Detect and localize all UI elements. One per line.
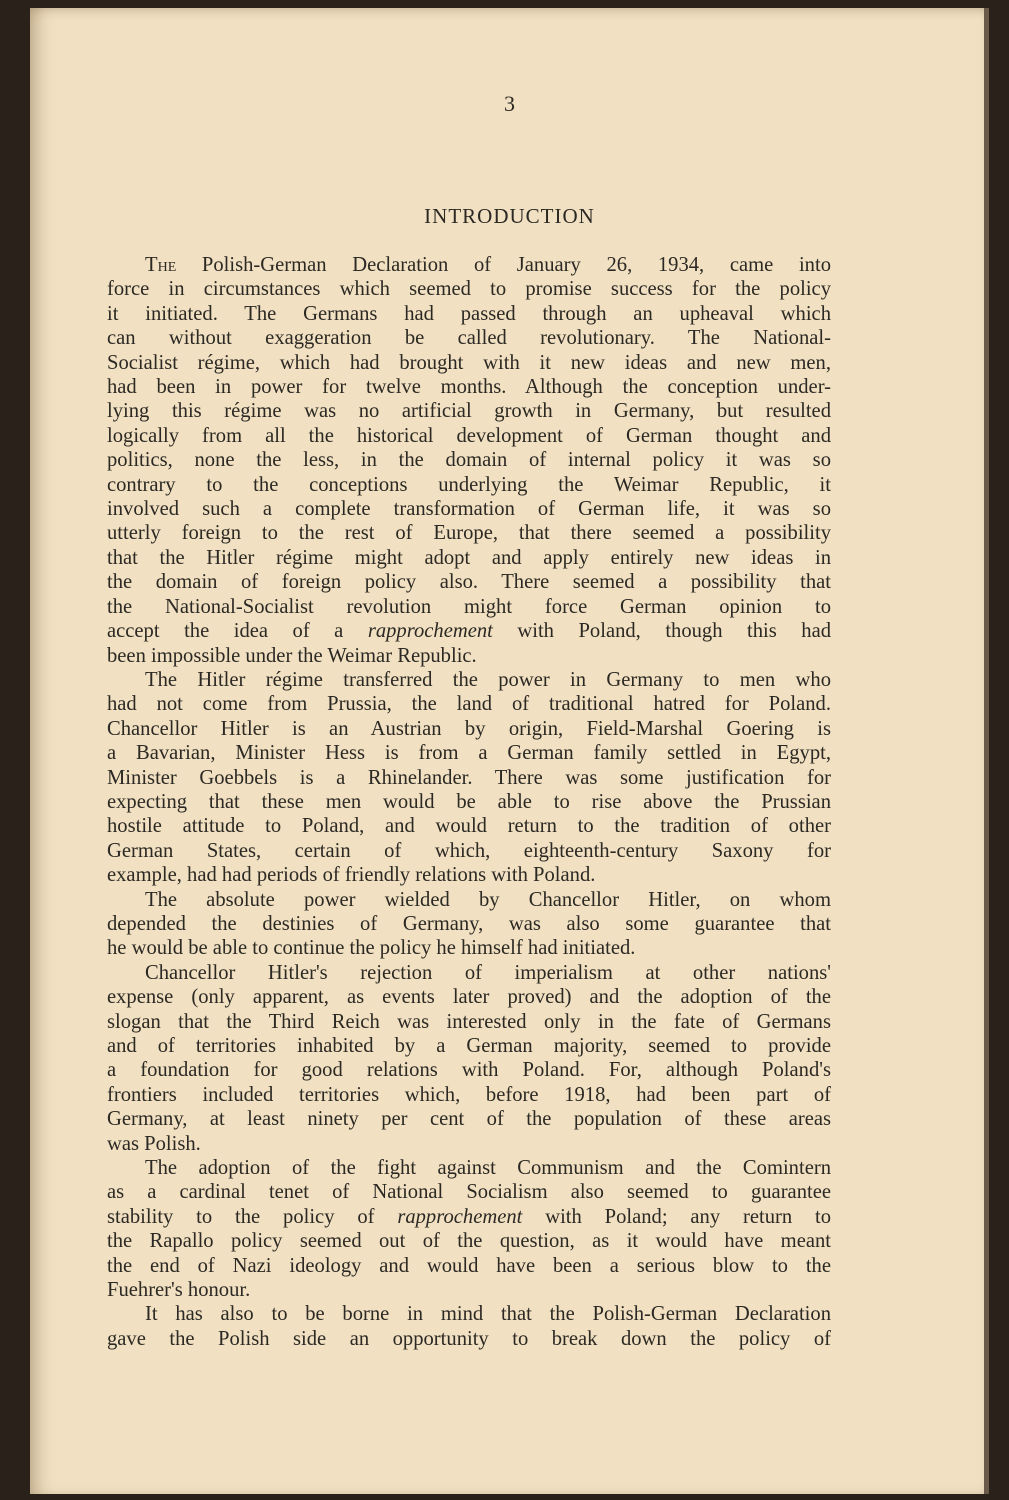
text-line: depended the destinies of Germany, was also some guarantee that — [107, 912, 831, 935]
text-line: had been in power for twelve months. Although the conception under- — [107, 376, 831, 399]
text-line: accept the idea of a rapprochement with Poland, though this had — [107, 620, 832, 643]
text-line: Minister Goebbels is a Rhinelander. There was some justification for — [107, 766, 831, 789]
book-page — [30, 8, 989, 1494]
text-line: Chancellor Hitler is an Austrian by origin, Field-Marshal Goering is — [107, 717, 831, 740]
text-line: Chancellor Hitler's rejection of imperialism at other nations' — [145, 961, 831, 984]
text-line: Socialist régime, which had brought with it new ideas and new men, — [107, 351, 831, 374]
text-line: gave the Polish side an opportunity to break down the policy of — [107, 1327, 831, 1350]
page-number: 3 — [504, 91, 515, 116]
text-line: it initiated. The Germans had passed through an upheaval which — [107, 302, 831, 325]
text-line: German States, certain of which, eighteenth-century Saxony for — [107, 839, 831, 862]
text-line: the Rapallo policy seemed out of the question, as it would have meant — [107, 1230, 831, 1253]
italic-term: rapprochement — [367, 620, 493, 643]
text-line: The Hitler régime transferred the power in Germany to men who — [145, 668, 831, 691]
text-line: as a cardinal tenet of National Socialism also seemed to guarantee — [107, 1181, 831, 1204]
text-line: example, had had periods of friendly relations with Poland. — [107, 864, 596, 887]
text-line: expense (only apparent, as events later proved) and the adoption of the — [107, 986, 831, 1009]
italic-term: rapprochement — [397, 1205, 523, 1228]
text-line: a Bavarian, Minister Hess is from a German family settled in Egypt, — [107, 742, 831, 765]
text-line: been impossible under the Weimar Republic. — [107, 644, 477, 667]
text-line: The Polish-German Declaration of January 26, 1934, came into — [145, 254, 831, 276]
text-line: and of territories inhabited by a German majority, seemed to provide — [107, 1035, 831, 1057]
text-line: frontiers included territories which, before 1918, had been part of — [107, 1083, 831, 1106]
text-line: he would be able to continue the policy he himself had initiated. — [107, 937, 636, 960]
body-text — [107, 253, 831, 1351]
text-line: Fuehrer's honour. — [107, 1279, 251, 1302]
text-line: politics, none the less, in the domain of internal policy it was so — [107, 449, 831, 472]
text-line: a foundation for good relations with Poland. For, although Poland's — [107, 1059, 831, 1082]
section-heading: INTRODUCTION — [424, 204, 595, 228]
text-line: The adoption of the fight against Communism and the Comintern — [145, 1157, 831, 1180]
text-line: stability to the policy of rapprochement with Poland; any return to — [107, 1205, 831, 1228]
page-right-edge — [984, 8, 989, 1494]
text-line: contrary to the conceptions underlying the Weimar Republic, it — [107, 473, 831, 496]
text-line: Germany, at least ninety per cent of the population of these areas — [107, 1108, 831, 1131]
text-line: had not come from Prussia, the land of traditional hatred for Poland. — [107, 693, 831, 716]
text-line: force in circumstances which seemed to promise success for the policy — [107, 278, 831, 301]
text-line: was Polish. — [107, 1132, 201, 1155]
text-line: logically from all the historical development of German thought and — [107, 424, 831, 447]
text-line: It has also to be borne in mind that the Polish-German Declaration — [145, 1303, 831, 1326]
text-line: utterly foreign to the rest of Europe, that there seemed a possibility — [107, 522, 831, 545]
text-line: hostile attitude to Poland, and would return to the tradition of other — [107, 815, 831, 838]
text-line: involved such a complete transformation of German life, it was so — [107, 498, 831, 521]
text-line: the domain of foreign policy also. There seemed a possibility that — [107, 571, 831, 594]
text-line: expecting that these men would be able to rise above the Prussian — [107, 790, 831, 813]
text-line: The absolute power wielded by Chancellor Hitler, on whom — [145, 888, 831, 911]
text-line: the National-Socialist revolution might force German opinion to — [107, 595, 831, 618]
text-line: can without exaggeration be called revolutionary. The National- — [107, 327, 831, 350]
text-line: lying this régime was no artificial growth in Germany, but resulted — [107, 400, 831, 423]
text-line: the end of Nazi ideology and would have been a serious blow to the — [107, 1254, 831, 1277]
text-line: that the Hitler régime might adopt and apply entirely new ideas in — [107, 546, 831, 569]
text-line: slogan that the Third Reich was interested only in the fate of Germans — [107, 1010, 831, 1033]
